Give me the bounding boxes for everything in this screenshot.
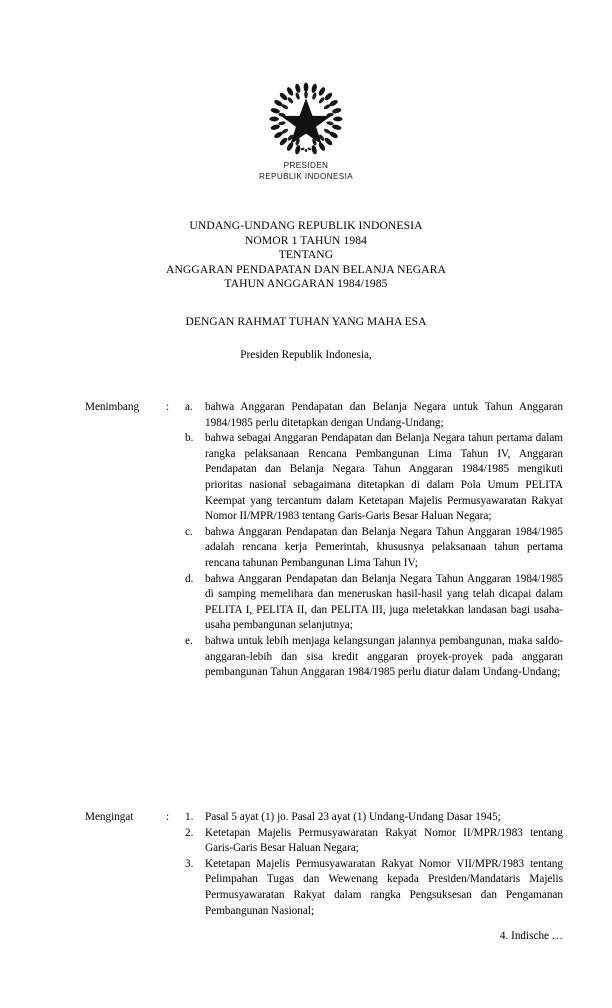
list-item-marker: 3. — [185, 857, 194, 870]
list-item-marker: b. — [185, 432, 194, 445]
emblem-caption — [0, 160, 612, 182]
menimbang-section — [85, 400, 563, 681]
garuda-star-wreath-emblem-icon — [269, 82, 343, 156]
list-item — [185, 400, 563, 431]
list-item — [185, 857, 563, 919]
menimbang-colon: : — [166, 401, 170, 413]
list-item-text: Ketetapan Majelis Permusyawaratan Rakyat Nomor II/MPR/1983 tentang Garis-Garis Besar Haluan Negara; — [205, 826, 563, 855]
list-item-marker: c. — [185, 525, 193, 538]
list-item — [185, 431, 563, 525]
authority-line: Presiden Republik Indonesia, — [240, 349, 372, 361]
title-line-subject: ANGGARAN PENDAPATAN DAN BELANJA NEGARA — [165, 262, 447, 276]
presidential-emblem-block — [0, 82, 612, 182]
title-line-fiscal-year: TAHUN ANGGARAN 1984/1985 — [224, 277, 388, 291]
mengingat-section — [85, 810, 563, 919]
list-item — [185, 572, 563, 634]
title-line-law-type: UNDANG-UNDANG REPUBLIK INDONESIA — [189, 219, 423, 232]
blessing-line: DENGAN RAHMAT TUHAN YANG MAHA ESA — [185, 315, 427, 328]
title-line-tentang: TENTANG — [278, 248, 334, 262]
list-item-text: bahwa Anggaran Pendapatan dan Belanja Negara Tahun Anggaran 1984/1985 di samping memelihara dan meneruskan hasil-hasil yang telah dicapai dalam PELITA I, PELITA II, dan PELITA III, juga meletakkan landasan bagi usaha-usaha pembangunan selanjutnya; — [205, 572, 563, 632]
list-item-text: bahwa Anggaran Pendapatan dan Belanja Negara untuk Tahun Anggaran 1984/1985 perlu ditetapkan dengan Undang-Undang; — [205, 401, 563, 429]
menimbang-label: Menimbang — [85, 401, 140, 413]
list-item-marker: d. — [185, 572, 194, 585]
list-item-text: bahwa Anggaran Pendapatan dan Belanja Negara Tahun Anggaran 1984/1985 adalah rencana kerja Pemerintah, khususnya pelaksanaan tahun pertama rencana tahunan Pembangunan Lima Tahun IV; — [205, 525, 563, 569]
title-line-number: NOMOR 1 TAHUN 1984 — [244, 233, 368, 247]
mengingat-colon: : — [166, 811, 170, 823]
mengingat-list — [185, 810, 563, 919]
document-title-block — [0, 219, 612, 292]
list-item — [185, 810, 563, 826]
list-item-marker: 2. — [185, 826, 194, 839]
list-item-text: Pasal 5 ayat (1) jo. Pasal 23 ayat (1) Undang-Undang Dasar 1945; — [205, 811, 501, 823]
list-item-marker: 1. — [185, 811, 194, 823]
menimbang-list — [185, 400, 563, 681]
list-item — [185, 525, 563, 572]
list-item-text: bahwa untuk lebih menjaga kelangsungan jalannya pembangunan, maka saldo-anggaran-lebih dan sisa kredit anggaran proyek-proyek pada anggaran pembangunan Tahun Anggaran 1984/1985 perlu diatur dalam Undang-Undang; — [205, 634, 563, 679]
list-item-text: bahwa sebagai Anggaran Pendapatan dan Belanja Negara tahun pertama dalam rangka pelaksanaan Rencana Pembangunan Lima Tahun IV, Anggaran Pendapatan dan Belanja Negara Tahun Anggaran 1984/1985 mengikuti prioritas nasional sebagaimana ditetapkan di dalam Pola Umum PELITA Keempat yang tercantum dalam Ketetapan Majelis Permusyawaratan Rakyat Nomor II/MPR/1983 tentang Garis-Garis Besar Haluan Negara; — [205, 432, 563, 523]
page-continuation-marker: 4. Indische … — [499, 930, 563, 942]
list-item — [185, 634, 563, 681]
list-item-text: Ketetapan Majelis Permusyawaratan Rakyat Nomor VII/MPR/1983 tentang Pelimpahan Tugas dan Wewenang kepada Presiden/Mandataris Majelis Permusyawaratan Rakyat dalam rangka Pengsuksesan dan Pengamanan Pembangunan Nasional; — [205, 857, 563, 917]
emblem-caption-line1: PRESIDEN — [283, 161, 329, 170]
list-item-marker: a. — [185, 401, 193, 413]
list-item — [185, 826, 563, 857]
emblem-caption-line2: REPUBLIK INDONESIA — [258, 172, 354, 181]
mengingat-label: Mengingat — [85, 811, 134, 823]
list-item-marker: e. — [185, 634, 193, 647]
